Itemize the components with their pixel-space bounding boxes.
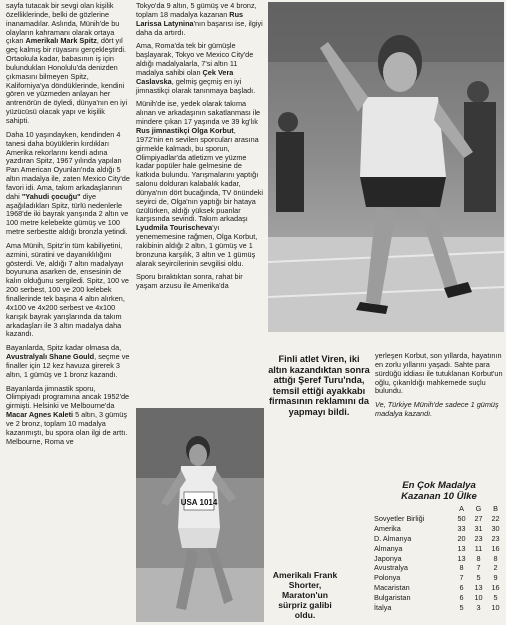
table-row: Macaristan 6 13 16 (374, 583, 500, 593)
paragraph: Ama, Roma'da tek bir gümüşle başlayarak, Tokyo ve Mexico City'de aldığı madalyalarla, 7'si altın 11 madalya sahibi olan Çek Vera Caslavska, gelmiş geçmiş en iyi jimnastikçi olarak tanınmaya başladı. (136, 41, 256, 95)
table-row: Bulgaristan 6 10 5 (374, 593, 498, 603)
article-column-2 (136, 2, 264, 296)
paragraph: Bayanlarda, Spitz kadar olmasa da, Avustralyalı Shane Gould, seçme ve finaller için 12 kez havuza girerek 3 altın, 1 gümüş ve 1 bronz kazandı. (6, 343, 130, 379)
header-silver: G (475, 504, 482, 513)
table-header-row (374, 504, 504, 514)
paragraph: Bayanlarda jimnastik sporu, Olimpiyadı programına ancak 1952'de girmişti. Helsinki ve Melbourne'da Macar Agnes Kaleti 5 altın, 3 gümüş ve 2 bronz, toplam 10 madalya kazanmıştı, bu spora olan ilgi de arttı. Melbourne, Roma ve (6, 383, 130, 446)
table-row: Polonya 7 5 9 (374, 573, 498, 583)
paragraph: sayfa tutacak bir sevgi olan kişilik özelliklerinde, belki de gözlerine inanamadılar. Aslında, Münih'de bu olayların kahramanı olarak ortaya çıkan Amerikalı Mark Spitz, dört yıl geç kalmış bir rüyasını gerçekleştirdi. Ortaokula kadar, babasının iş için bulundukları Honolulu'da denizden çıkmasını bilmeyen Spitz, Kaliforniya'ya döndüklerinde, kendini gören ve yüzmeden anlayan her antrenörün de öyledi, dünya'nın en iyi yüzücüsü olacak yapı ve kişilik sahipti. (6, 1, 128, 125)
photo-caption-shorter: Amerikalı Frank Shorter, Maraton'un sürpriz galibi oldu. (272, 570, 338, 620)
paragraph: yerleşen Korbut, son yıllarda, hayatının en zorlu yıllarını yaşadı. Sahte para sürdüğü iddiası ile tutuklanan Korbut'un oğlu, çıkarıldığı mahkemede suçlu bulundu. (375, 351, 503, 396)
table-row: Amerika 33 31 30 (374, 523, 500, 533)
medal-table (374, 504, 504, 613)
header-gold: A (459, 504, 464, 513)
table-row: Japonya 13 8 8 (374, 553, 498, 563)
paragraph: Tokyo'da 9 altın, 5 gümüş ve 4 bronz, toplam 18 madalya kazanan Rus Larissa Latynina'nın başarısı ise, ilgiyi daha da artırdı. (136, 1, 263, 37)
article-column-3 (375, 352, 503, 424)
paragraph: Sporu bıraktıktan sonra, rahat bir yaşam arzusu ile Amerika'da (136, 272, 243, 291)
table-row: İtalya 5 3 10 (374, 603, 500, 613)
medal-table-title: En Çok Madalya Kazanan 10 Ülke (401, 480, 477, 502)
header-bronze: B (493, 504, 498, 513)
paragraph: Ve, Türkiye Münih'de sadece 1 gümüş madalya kazandı. (375, 400, 499, 419)
paragraph: Daha 10 yaşındayken, kendinden 4 tanesi daha büyüklerin kırdıkları Amerika rekorlarını kendi adına yazdıran Spitz, 1967 yılında yapılan Pan American Oyunları'nda aldığı 5 altın madalya ile, zaten Mexico City'de favori idi. Ama, takım arkadaşlarının dahi "Yahudi çocuğu" diye aşağıladıkları Spitz, türlü nedenlerle 1968'de iki bayrak yarışında 2 altın ve 100 metre kelebekte gümüş ve 100 metre serbestte aldığı bronzla yetindi. (6, 129, 130, 237)
table-row: Sovyetler Birliği 50 27 22 (374, 513, 500, 523)
paragraph: Münih'de ise, yedek olarak takıma alınan ve arkadaşının sakatlanması ile mindere çıkan 17 yaşında ve 39 kg'lık Rus jimnastikçi Olga Korbut, 1972'nin en sevilen sporcuları arasına girmekle kalmadı, bu sporun, Olimpiyadlar'da atletizm ve yüzme kadar popüler hale gelmesine de katkıda bulundu. Yarışmalarını yaptığı salonu dolduran kalabalık kadar, dünya'nın dört bucağında, TV önündeki seyirci de, Olga'nın yaptığı bir hataya üzülürken, aldığı yüksek puanlar karşısında sevindi. Takım arkadaşı Lyudmila Tourischeva'yı yenememesine rağmen, Olga Korbut, rakibinin aldığı 2 altın, 1 gümüş ve 1 bronzuna karşılık, 3 altın ve 1 gümüş alarak seyircilerinin sevgilisi oldu. (136, 99, 264, 268)
photo-shorter-image (136, 408, 264, 622)
photo-shorter-marathon (136, 408, 264, 622)
paragraph: Ama Münih, Spitz'in tüm kabiliyetini, azmini, süratini ve dayanıklılığını gösterdi. Ve, aldığı 7 altın madalyayı boyununa asarken de, ensesinin de kalın olduğunu sergiledi. Spitz, 100 ve 200 serbest, 100 ve 200 kelebek finallerinde tek başına 4 altın alırken, 4x100 ve 4x200 serbest ve 4x100 karışık bayrak yarışlarında da takım arkadaşları ile 3 altın madalya daha kazandı. (6, 240, 129, 339)
article-column-1 (6, 2, 130, 452)
photo-viren-lap-of-honour (268, 2, 504, 332)
table-row: Almanya 13 11 16 (374, 543, 500, 553)
photo-viren-image (268, 2, 504, 332)
table-row: Avustralya 8 7 2 (374, 563, 498, 573)
table-row: D. Almanya 20 23 23 (374, 533, 500, 543)
medal-table-box (374, 480, 504, 613)
photo-caption-viren: Finli atlet Viren, iki altın kazandıktan sonra attığı Şeref Turu'nda, temsil ettiği ayakkabı firmasının reklamını da yapmayı bildi. (268, 354, 370, 417)
race-bib-number: USA 1014 (180, 498, 218, 507)
